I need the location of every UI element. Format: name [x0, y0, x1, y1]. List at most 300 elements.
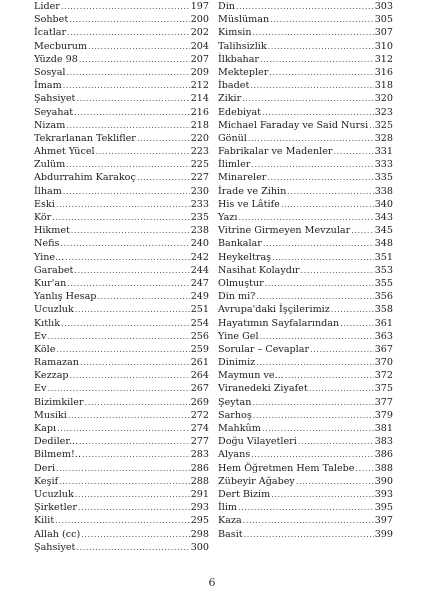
toc-entry-title: Dert Bizim — [218, 488, 271, 500]
toc-entry — [218, 13, 393, 26]
toc-entry — [34, 211, 209, 224]
toc-entry — [218, 488, 393, 501]
toc-entry — [218, 303, 393, 316]
toc-entry-page: 340 — [374, 198, 393, 210]
toc-entry-title: Ev — [34, 383, 47, 395]
toc-entry — [34, 396, 209, 409]
toc-entry-page: 298 — [190, 528, 209, 540]
toc-right-column — [218, 0, 393, 541]
dot-leader — [248, 132, 374, 145]
toc-entry — [34, 514, 209, 527]
dot-leader — [55, 514, 189, 527]
toc-entry-title: Bankalar — [218, 238, 262, 250]
dot-leader — [97, 290, 189, 303]
toc-entry-page: 200 — [190, 14, 209, 26]
toc-entry-page: 214 — [190, 93, 209, 105]
toc-entry-page: 202 — [190, 27, 209, 39]
toc-entry — [218, 264, 393, 277]
dot-leader — [251, 158, 373, 171]
toc-entry-page: 240 — [190, 238, 209, 250]
toc-entry — [218, 66, 393, 79]
toc-entry-title: Mahkûm — [218, 423, 261, 434]
toc-entry — [34, 119, 209, 132]
toc-entry-page: 235 — [190, 212, 209, 223]
toc-entry-page: 204 — [190, 40, 209, 52]
toc-entry-title: Avrupa'daki İşçilerimiz — [218, 304, 330, 316]
toc-entry-page: 325 — [374, 119, 393, 131]
toc-entry — [218, 224, 393, 237]
toc-entry-page: 244 — [190, 264, 209, 276]
toc-entry-title: Ramazan — [34, 357, 79, 369]
toc-entry-page: 291 — [190, 488, 209, 500]
toc-entry-title: Şahsiyet — [34, 541, 76, 553]
toc-entry — [34, 488, 209, 501]
toc-entry-title: Şahsiyet — [34, 93, 76, 105]
toc-entry-title: Sohbet — [34, 14, 69, 26]
toc-entry-page: 288 — [190, 475, 209, 487]
toc-entry-page: 259 — [190, 343, 209, 355]
toc-entry-title: Fabrikalar ve Madenler — [218, 146, 333, 158]
toc-entry-title: Heykeltraş — [218, 251, 272, 263]
toc-entry-title: Kilit — [34, 515, 55, 527]
toc-entry-title: Allah (cc) — [34, 528, 81, 540]
toc-entry-page: 372 — [374, 370, 393, 382]
dot-leader — [351, 224, 373, 237]
toc-entry-page: 225 — [190, 159, 209, 171]
dot-leader — [296, 475, 374, 488]
toc-entry — [218, 475, 393, 488]
toc-entry-title: Talihsizlik — [218, 40, 267, 52]
toc-entry-page: 251 — [190, 304, 209, 316]
dot-leader — [66, 158, 189, 171]
dot-leader — [238, 501, 374, 514]
toc-entry-page: 277 — [190, 436, 209, 448]
toc-entry-title: İcatlar — [34, 27, 67, 39]
toc-entry-page: 216 — [190, 106, 209, 118]
toc-entry-title: Ev — [34, 330, 47, 342]
dot-leader — [260, 53, 374, 66]
toc-entry-page: 381 — [374, 423, 393, 434]
dot-leader — [69, 13, 189, 26]
toc-entry-title: Yazı — [218, 212, 238, 223]
toc-entry-page: 286 — [190, 462, 209, 474]
toc-entry — [34, 501, 209, 514]
toc-entry-title: Deri — [34, 462, 56, 474]
toc-entry — [34, 343, 209, 356]
toc-entry — [34, 92, 209, 105]
toc-entry-page: 395 — [374, 502, 393, 514]
toc-entry — [218, 369, 393, 382]
toc-entry-title: Tekrarlanan Teklifler — [34, 132, 136, 144]
toc-entry — [34, 185, 209, 198]
toc-entry-title: Köle — [34, 343, 56, 355]
toc-entry — [34, 448, 209, 461]
dot-leader — [74, 106, 190, 119]
toc-entry-title: Kör — [34, 212, 52, 223]
toc-entry-page: 379 — [374, 409, 393, 421]
toc-entry-title: Kimsin — [218, 27, 252, 39]
dot-leader — [76, 92, 189, 105]
toc-entry — [218, 211, 393, 224]
dot-leader — [79, 435, 190, 448]
toc-entry-title: Maymun ve... — [218, 370, 284, 382]
toc-entry — [218, 53, 393, 66]
toc-entry — [218, 343, 393, 356]
dot-leader — [74, 264, 189, 277]
toc-entry-title: İlim — [218, 502, 238, 514]
toc-entry-title: Keşif — [34, 475, 59, 487]
toc-entry-title: Kapı — [34, 423, 57, 434]
toc-entry — [34, 541, 209, 554]
dot-leader — [56, 198, 190, 211]
toc-entry-title: Şirketler — [34, 502, 77, 514]
toc-entry-title: Dediler... — [34, 436, 79, 448]
toc-entry — [34, 330, 209, 343]
toc-entry — [34, 356, 209, 369]
dot-leader — [252, 396, 373, 409]
toc-entry-title: Zikir — [218, 93, 242, 105]
toc-entry-page: 388 — [374, 462, 393, 474]
toc-entry-title: Hayatımın Sayfalarından — [218, 317, 340, 329]
toc-entry — [34, 171, 209, 184]
toc-entry-page: 390 — [374, 475, 393, 487]
dot-leader — [59, 475, 190, 488]
toc-entry — [218, 158, 393, 171]
toc-entry-page: 323 — [374, 106, 393, 118]
dot-leader — [78, 501, 190, 514]
toc-entry-page: 264 — [190, 370, 209, 382]
dot-leader — [66, 119, 189, 132]
toc-entry — [218, 132, 393, 145]
toc-entry-page: 269 — [190, 396, 209, 408]
dot-leader — [137, 132, 190, 145]
toc-entry — [34, 303, 209, 316]
toc-entry — [218, 356, 393, 369]
toc-entry-title: Doğu Vilayetleri — [218, 436, 297, 448]
dot-leader — [88, 40, 190, 53]
toc-entry-page: 249 — [190, 291, 209, 303]
toc-entry-page: 393 — [374, 488, 393, 500]
toc-entry-title: Şeytan — [218, 396, 252, 408]
toc-entry — [218, 409, 393, 422]
toc-entry — [34, 369, 209, 382]
dot-leader — [268, 40, 374, 53]
dot-leader — [301, 264, 374, 277]
dot-leader — [256, 356, 373, 369]
toc-entry — [34, 132, 209, 145]
dot-leader — [61, 0, 190, 13]
toc-entry — [34, 66, 209, 79]
toc-entry-page: 397 — [374, 515, 393, 527]
toc-entry-page: 343 — [374, 212, 393, 223]
toc-entry-title: Lider — [34, 1, 60, 12]
toc-entry — [218, 0, 393, 13]
toc-entry-title: Garabet — [34, 264, 74, 276]
dot-leader — [287, 185, 373, 198]
dot-leader — [298, 435, 374, 448]
toc-entry-page: 267 — [190, 383, 209, 395]
toc-entry-page: 320 — [374, 93, 393, 105]
toc-entry — [218, 448, 393, 461]
dot-leader — [137, 171, 190, 184]
dot-leader — [71, 224, 190, 237]
toc-entry-title: İmam — [34, 80, 62, 92]
toc-entry-title: Ahmet Yücel — [34, 146, 95, 158]
toc-entry-page: 272 — [190, 409, 209, 421]
toc-entry-title: Mecburum — [34, 40, 88, 52]
dot-leader — [63, 79, 190, 92]
toc-entry — [34, 13, 209, 26]
toc-entry-page: 358 — [374, 304, 393, 316]
toc-entry — [34, 0, 209, 13]
toc-entry-page: 256 — [190, 330, 209, 342]
dot-leader — [253, 26, 374, 39]
toc-entry-page: 247 — [190, 277, 209, 289]
dot-leader — [65, 251, 189, 264]
toc-entry-page: 310 — [374, 40, 393, 52]
toc-entry-title: İrade ve Zihin — [218, 185, 287, 197]
page-number: 6 — [208, 576, 216, 589]
dot-leader — [251, 448, 373, 461]
toc-entry-title: Zulüm — [34, 159, 66, 171]
toc-entry — [34, 409, 209, 422]
dot-leader — [236, 0, 374, 13]
toc-entry — [34, 475, 209, 488]
toc-entry — [218, 382, 393, 395]
toc-entry-title: Yüzde 98 — [34, 53, 78, 65]
toc-entry — [218, 251, 393, 264]
dot-leader — [369, 119, 374, 132]
dot-leader — [56, 343, 189, 356]
toc-entry — [218, 330, 393, 343]
toc-entry — [218, 106, 393, 119]
toc-entry-page: 242 — [190, 251, 209, 263]
dot-leader — [75, 488, 190, 501]
toc-entry-page: 335 — [374, 172, 393, 184]
dot-leader — [47, 330, 189, 343]
toc-entry-title: Nasihat Kolaydır — [218, 264, 300, 276]
toc-entry-title: Nizam — [34, 119, 66, 131]
toc-entry — [34, 264, 209, 277]
toc-entry-title: Edebiyat — [218, 106, 262, 118]
toc-entry — [218, 198, 393, 211]
dot-leader — [355, 462, 373, 475]
toc-entry — [34, 158, 209, 171]
dot-leader — [250, 79, 373, 92]
dot-leader — [285, 369, 374, 382]
dot-leader — [70, 369, 190, 382]
toc-entry-page: 227 — [190, 172, 209, 184]
toc-entry-title: Din mi? — [218, 291, 256, 303]
toc-entry-title: Seyahat — [34, 106, 74, 118]
toc-entry — [218, 462, 393, 475]
toc-entry-title: Sosyal — [34, 66, 66, 78]
toc-entry-title: İlimler — [218, 159, 251, 171]
toc-entry-page: 370 — [374, 357, 393, 369]
toc-entry-page: 345 — [374, 225, 393, 237]
toc-entry-title: İbadet — [218, 80, 250, 92]
toc-entry-page: 218 — [190, 119, 209, 131]
toc-entry — [218, 514, 393, 527]
toc-entry-title: Dinimiz — [218, 357, 256, 369]
toc-entry — [218, 317, 393, 330]
toc-entry — [34, 317, 209, 330]
dot-leader — [80, 356, 190, 369]
dot-leader — [60, 237, 189, 250]
dot-leader — [96, 145, 190, 158]
toc-entry-page: 233 — [190, 198, 209, 210]
toc-entry — [218, 277, 393, 290]
toc-entry-page: 230 — [190, 185, 209, 197]
toc-entry — [34, 382, 209, 395]
toc-entry-page: 399 — [374, 528, 393, 540]
dot-leader — [260, 330, 374, 343]
dot-leader — [256, 290, 373, 303]
dot-leader — [331, 303, 374, 316]
dot-leader — [75, 303, 190, 316]
toc-entry — [218, 237, 393, 250]
dot-leader — [243, 514, 374, 527]
dot-leader — [253, 409, 374, 422]
toc-entry — [34, 462, 209, 475]
dot-leader — [270, 13, 374, 26]
toc-entry-title: His ve Lâtife — [218, 198, 280, 210]
toc-entry-page: 274 — [190, 423, 209, 434]
toc-entry-title: Viranedeki Ziyafet — [218, 383, 308, 395]
dot-leader — [68, 409, 190, 422]
toc-entry-title: Minareler — [218, 172, 267, 184]
toc-entry-page: 293 — [190, 502, 209, 514]
dot-leader — [244, 528, 374, 541]
toc-entry-page: 261 — [190, 357, 209, 369]
toc-entry-title: Ucuzluk — [34, 488, 74, 500]
dot-leader — [57, 422, 190, 435]
toc-entry-page: 367 — [374, 343, 393, 355]
toc-entry-title: Müslüman — [218, 14, 270, 26]
toc-entry — [218, 396, 393, 409]
toc-entry-title: Michael Faraday ve Said Nursi — [218, 119, 369, 131]
toc-entry — [34, 422, 209, 435]
toc-entry — [218, 119, 393, 132]
toc-entry — [34, 224, 209, 237]
dot-leader — [67, 277, 189, 290]
toc-entry — [218, 171, 393, 184]
dot-leader — [61, 317, 190, 330]
toc-entry-title: Yanlış Hesap — [34, 291, 97, 303]
toc-entry — [34, 145, 209, 158]
dot-leader — [269, 66, 373, 79]
toc-entry-title: Gönül — [218, 132, 247, 144]
dot-leader — [63, 185, 190, 198]
dot-leader — [47, 382, 189, 395]
toc-entry-title: Musiki — [34, 409, 67, 421]
toc-entry-title: Eski — [34, 198, 55, 210]
toc-entry-page: 375 — [374, 383, 393, 395]
dot-leader — [281, 198, 374, 211]
dot-leader — [340, 317, 374, 330]
toc-entry-title: Bizimkiler — [34, 396, 84, 408]
toc-entry-page: 300 — [190, 541, 209, 553]
dot-leader — [267, 171, 373, 184]
toc-entry — [34, 198, 209, 211]
toc-entry-page: 207 — [190, 53, 209, 65]
toc-entry-title: Kaza — [218, 515, 242, 527]
toc-entry — [218, 26, 393, 39]
toc-entry-page: 197 — [190, 1, 209, 12]
toc-entry-title: Hem Öğretmen Hem Talebe — [218, 462, 355, 474]
dot-leader — [56, 462, 190, 475]
dot-leader — [238, 211, 373, 224]
dot-leader — [265, 277, 374, 290]
dot-leader — [52, 211, 189, 224]
toc-entry-title: İlham — [34, 185, 62, 197]
toc-entry-title: Alyans — [218, 449, 251, 461]
dot-leader — [310, 343, 374, 356]
toc-entry-page: 328 — [374, 132, 393, 144]
toc-entry-page: 312 — [374, 53, 393, 65]
toc-entry-title: Hikmet — [34, 225, 70, 237]
toc-entry-page: 361 — [374, 317, 393, 329]
toc-entry-title: Sarhoş — [218, 409, 252, 421]
toc-entry-title: Ucuzluk — [34, 304, 74, 316]
toc-entry — [218, 528, 393, 541]
dot-leader — [272, 251, 374, 264]
toc-entry-page: 331 — [374, 146, 393, 158]
toc-entry — [218, 501, 393, 514]
toc-entry-title: İlkbahar — [218, 53, 260, 65]
toc-entry — [218, 185, 393, 198]
toc-entry — [218, 435, 393, 448]
toc-entry — [34, 277, 209, 290]
toc-left-column — [34, 0, 209, 554]
dot-leader — [271, 488, 373, 501]
toc-entry-page: 338 — [374, 185, 393, 197]
dot-leader — [76, 541, 189, 554]
dot-leader — [242, 92, 373, 105]
dot-leader — [85, 396, 190, 409]
toc-entry — [34, 528, 209, 541]
toc-entry-title: Din — [218, 1, 235, 12]
toc-entry-title: Basit — [218, 528, 243, 540]
toc-entry-title: Yine Gel — [218, 330, 259, 342]
toc-entry — [218, 92, 393, 105]
toc-entry-page: 316 — [374, 66, 393, 78]
toc-entry-title: Kezzap — [34, 370, 69, 382]
toc-entry-title: Kıtlık — [34, 317, 61, 329]
toc-entry-page: 305 — [374, 14, 393, 26]
toc-entry-page: 356 — [374, 291, 393, 303]
toc-entry-page: 318 — [374, 80, 393, 92]
toc-entry-title: Vitrine Girmeyen Mevzular — [218, 225, 351, 237]
toc-entry-page: 307 — [374, 27, 393, 39]
toc-entry-page: 254 — [190, 317, 209, 329]
toc-entry-page: 353 — [374, 264, 393, 276]
dot-leader — [262, 422, 374, 435]
toc-entry-title: Olmuştur — [218, 277, 264, 289]
toc-entry-page: 348 — [374, 238, 393, 250]
toc-entry-title: Kur'an — [34, 277, 67, 289]
toc-entry-page: 220 — [190, 132, 209, 144]
dot-leader — [82, 448, 190, 461]
toc-entry — [34, 251, 209, 264]
toc-entry-page: 386 — [374, 449, 393, 461]
toc-entry-title: Mektepler — [218, 66, 269, 78]
toc-entry — [34, 26, 209, 39]
dot-leader — [309, 382, 374, 395]
toc-entry — [218, 145, 393, 158]
toc-entry-title: Zübeyir Ağabey — [218, 475, 295, 487]
toc-entry-title: Yine... — [34, 251, 65, 263]
